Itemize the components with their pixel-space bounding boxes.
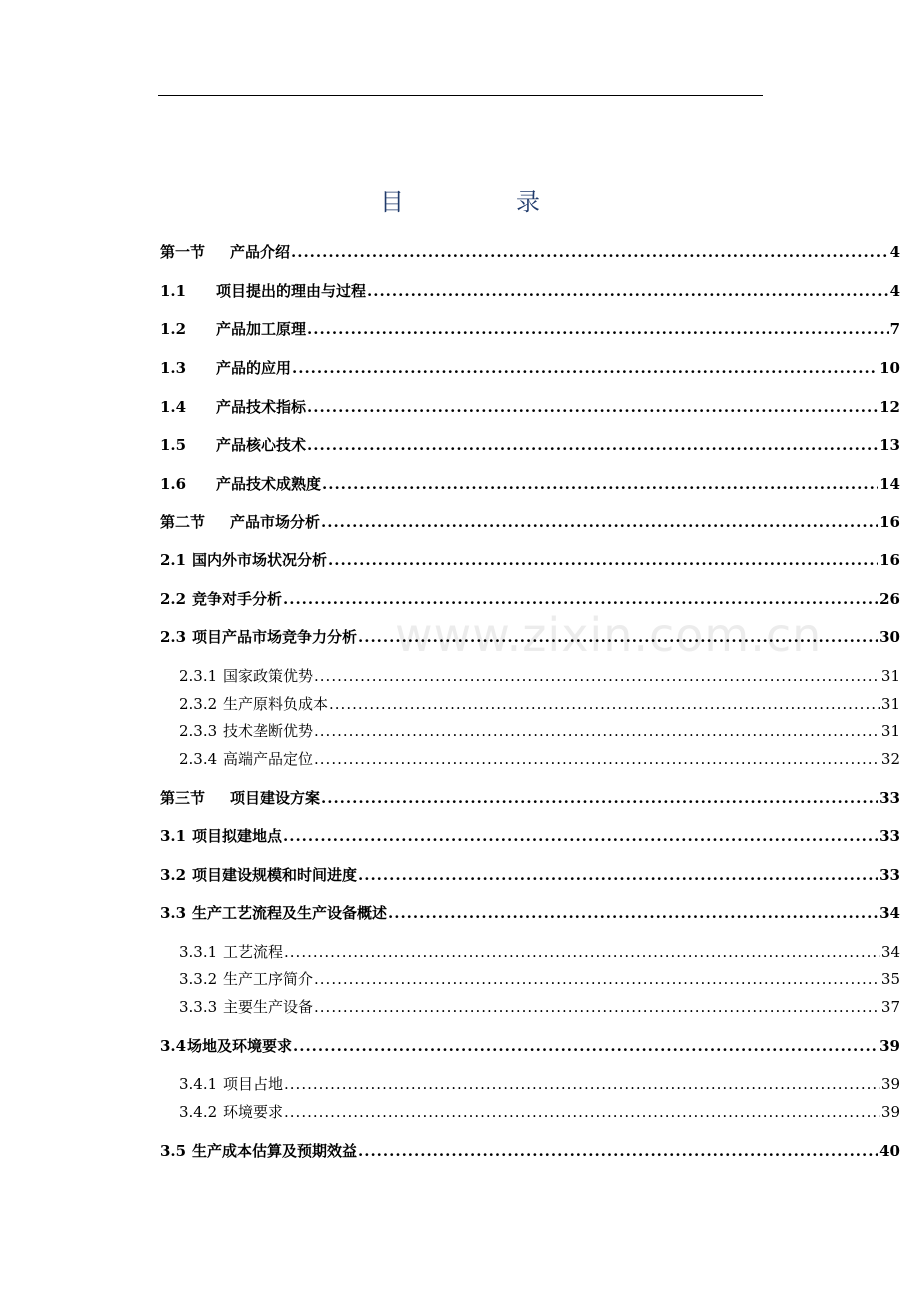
toc-entry-1-1[interactable] (160, 280, 900, 302)
toc-entry-number: 3.3.3 (179, 998, 218, 1016)
dot-leader (321, 513, 878, 531)
toc-entry-label: 产品市场分析 (230, 513, 321, 531)
toc-entry-3-3-3[interactable] (179, 996, 900, 1018)
toc-entry-number: 2.1 (160, 551, 187, 569)
dot-leader (329, 695, 880, 713)
toc-entry-number: 2.3 (160, 628, 187, 646)
toc-entry-label: 项目建设方案 (230, 789, 321, 807)
toc-entry-page: 16 (879, 551, 900, 569)
toc-entry-number: 3.5 (160, 1142, 187, 1160)
toc-entry-number: 1.6 (160, 475, 187, 493)
toc-entry-page: 39 (880, 1103, 900, 1121)
toc-entry-number: 3.4 (160, 1037, 187, 1055)
toc-entry-page: 34 (879, 904, 900, 922)
toc-entry-page: 33 (879, 866, 900, 884)
toc-entry-chapter-1[interactable] (160, 241, 900, 263)
dot-leader (314, 970, 880, 988)
toc-entry-number: 1.5 (160, 436, 187, 454)
toc-entry-2-3-2[interactable] (179, 693, 900, 715)
dot-leader (284, 1103, 880, 1121)
toc-entry-3-3[interactable] (160, 902, 900, 924)
toc-entry-label: 生产工艺流程及生产设备概述 (192, 904, 388, 922)
toc-entry-3-4[interactable] (160, 1035, 900, 1057)
toc-entry-page: 16 (879, 513, 900, 531)
toc-entry-number: 1.4 (160, 398, 187, 416)
toc-entry-chapter-2[interactable] (160, 511, 900, 533)
toc-entry-2-3[interactable] (160, 626, 900, 648)
dot-leader (358, 628, 878, 646)
toc-entry-3-3-2[interactable] (179, 968, 900, 990)
dot-leader (358, 1142, 878, 1160)
dot-leader (283, 827, 878, 845)
toc-entry-number: 2.3.1 (179, 667, 218, 685)
toc-entry-number: 2.2 (160, 590, 187, 608)
toc-entry-number: 1.2 (160, 320, 187, 338)
toc-entry-label: 产品技术指标 (216, 398, 307, 416)
dot-leader (307, 320, 889, 338)
toc-entry-label: 产品技术成熟度 (216, 475, 322, 493)
toc-entry-number: 2.3.3 (179, 722, 218, 740)
toc-entry-page: 33 (879, 827, 900, 845)
toc-entry-label: 项目提出的理由与过程 (216, 282, 367, 300)
toc-entry-page: 12 (879, 398, 900, 416)
toc-entry-page: 39 (880, 1075, 900, 1093)
toc-entry-page: 4 (889, 282, 900, 300)
dot-leader (284, 1075, 880, 1093)
toc-entry-label: 技术垄断优势 (223, 722, 314, 740)
toc-entry-page: 10 (879, 359, 900, 377)
toc-entry-3-3-1[interactable] (179, 941, 900, 963)
toc-entry-page: 13 (879, 436, 900, 454)
toc-title: 目 录 (380, 188, 584, 216)
toc-entry-label: 国内外市场状况分析 (192, 551, 328, 569)
toc-entry-label: 竞争对手分析 (192, 590, 283, 608)
toc-entry-label: 生产成本估算及预期效益 (192, 1142, 358, 1160)
dot-leader (284, 943, 880, 961)
toc-entry-2-3-4[interactable] (179, 748, 900, 770)
dot-leader (321, 789, 878, 807)
toc-entry-number: 3.3 (160, 904, 187, 922)
toc-entry-number: 1.3 (160, 359, 187, 377)
toc-entry-label: 产品的应用 (216, 359, 292, 377)
toc-entry-label: 产品加工原理 (216, 320, 307, 338)
watermark: www.zixin.com.cn (395, 608, 823, 662)
dot-leader (388, 904, 878, 922)
dot-leader (293, 1037, 878, 1055)
toc-entry-label: 高端产品定位 (223, 750, 314, 768)
toc-entry-label: 国家政策优势 (223, 667, 314, 685)
toc-entry-number: 1.1 (160, 282, 187, 300)
toc-entry-page: 33 (879, 789, 900, 807)
dot-leader (367, 282, 889, 300)
toc-entry-number: 第三节 (160, 789, 206, 807)
dot-leader (307, 398, 878, 416)
toc-entry-number: 第二节 (160, 513, 206, 531)
toc-entry-page: 34 (880, 943, 900, 961)
toc-entry-page: 31 (880, 722, 900, 740)
toc-entry-label: 产品核心技术 (216, 436, 307, 454)
toc-entry-number: 2.3.2 (179, 695, 218, 713)
dot-leader (314, 722, 880, 740)
toc-entry-page: 31 (880, 695, 900, 713)
toc-entry-1-3[interactable] (160, 357, 900, 379)
toc-entry-number: 3.4.2 (179, 1103, 218, 1121)
toc-entry-2-3-3[interactable] (179, 720, 900, 742)
toc-entry-2-2[interactable] (160, 588, 900, 610)
toc-entry-page: 7 (889, 320, 900, 338)
toc-entry-1-6[interactable] (160, 473, 900, 495)
toc-entry-page: 26 (879, 590, 900, 608)
toc-entry-label: 生产原料负成本 (223, 695, 329, 713)
toc-entry-1-2[interactable] (160, 318, 900, 340)
dot-leader (322, 475, 878, 493)
toc-entry-page: 14 (879, 475, 900, 493)
toc-entry-label: 项目占地 (223, 1075, 284, 1093)
toc-entry-page: 30 (879, 628, 900, 646)
toc-entry-label: 项目产品市场竞争力分析 (192, 628, 358, 646)
toc-entry-2-1[interactable] (160, 549, 900, 571)
toc-entry-page: 37 (880, 998, 900, 1016)
toc-entry-3-5[interactable] (160, 1140, 900, 1162)
toc-entry-number: 3.1 (160, 827, 187, 845)
toc-entry-number: 3.2 (160, 866, 187, 884)
toc-entry-label: 项目建设规模和时间进度 (192, 866, 358, 884)
dot-leader (283, 590, 878, 608)
toc-entry-label: 项目拟建地点 (192, 827, 283, 845)
toc-entry-3-4-2[interactable] (179, 1101, 900, 1123)
toc-entry-page: 35 (880, 970, 900, 988)
toc-entry-number: 2.3.4 (179, 750, 218, 768)
dot-leader (358, 866, 878, 884)
toc-entry-chapter-3[interactable] (160, 787, 900, 809)
toc-entry-number: 第一节 (160, 243, 206, 261)
toc-entry-label: 场地及环境要求 (187, 1037, 293, 1055)
toc-entry-page: 40 (879, 1142, 900, 1160)
toc-entry-page: 39 (879, 1037, 900, 1055)
toc-entry-number: 3.3.2 (179, 970, 218, 988)
toc-entry-label: 环境要求 (223, 1103, 284, 1121)
toc-entry-label: 生产工序简介 (223, 970, 314, 988)
toc-entry-label: 产品介绍 (230, 243, 291, 261)
toc-entry-3-2[interactable] (160, 864, 900, 886)
toc-entry-1-4[interactable] (160, 396, 900, 418)
toc-entry-number: 3.4.1 (179, 1075, 218, 1093)
toc-entry-3-4-1[interactable] (179, 1073, 900, 1095)
dot-leader (328, 551, 878, 569)
toc-entry-3-1[interactable] (160, 825, 900, 847)
toc-entry-1-5[interactable] (160, 434, 900, 456)
toc-entry-number: 3.3.1 (179, 943, 218, 961)
dot-leader (314, 667, 880, 685)
dot-leader (314, 998, 880, 1016)
toc-entry-label: 主要生产设备 (223, 998, 314, 1016)
dot-leader (291, 243, 889, 261)
toc-entry-2-3-1[interactable] (179, 665, 900, 687)
toc-entry-page: 4 (889, 243, 900, 261)
dot-leader (314, 750, 880, 768)
dot-leader (292, 359, 878, 377)
toc-entry-page: 32 (880, 750, 900, 768)
toc-entry-page: 31 (880, 667, 900, 685)
dot-leader (307, 436, 878, 454)
toc-entry-label: 工艺流程 (223, 943, 284, 961)
